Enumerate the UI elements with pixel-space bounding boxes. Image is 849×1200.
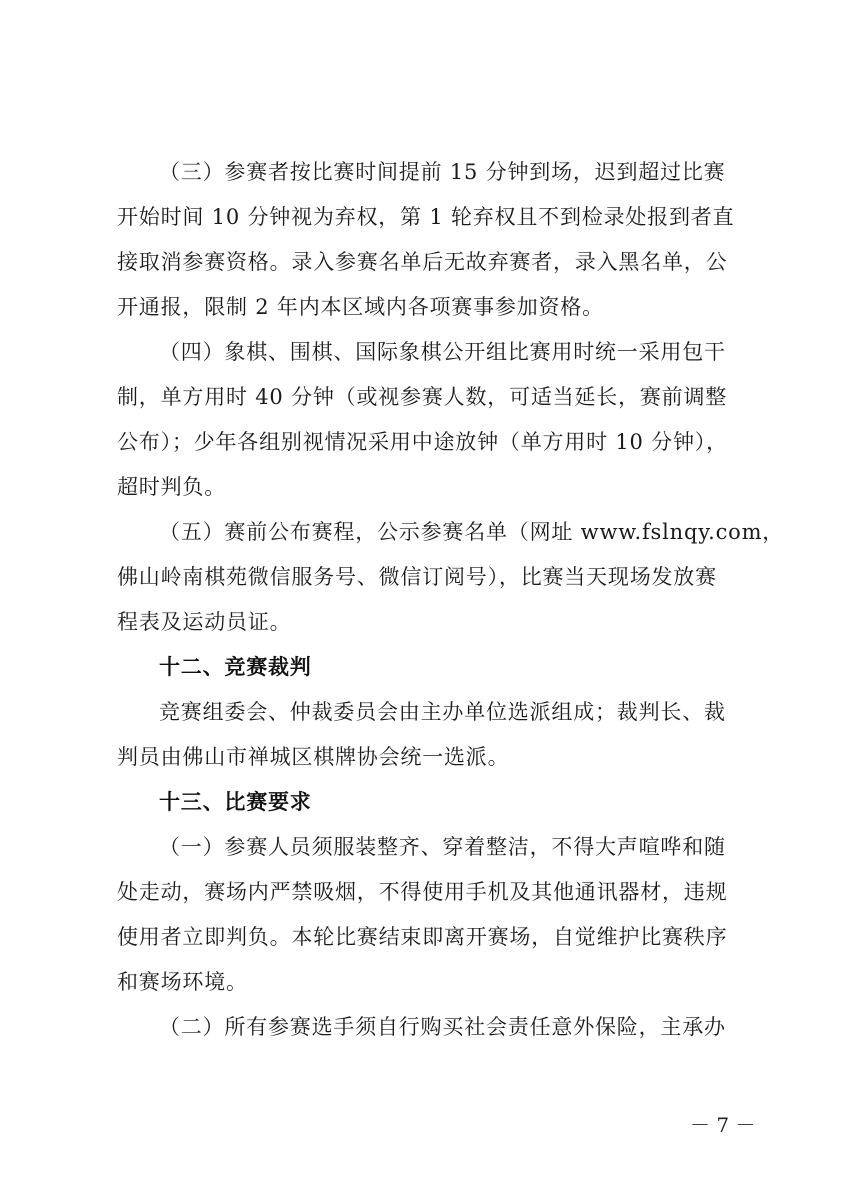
section-12-line-2: 判员由佛山市禅城区棋牌协会统一选派。	[117, 745, 510, 769]
section-13-item-1-line-4: 和赛场环境。	[117, 970, 248, 994]
section-13-item-1-line-2: 处走动，赛场内严禁吸烟，不得使用手机及其他通讯器材，违规	[117, 880, 728, 904]
paragraph-4-line-1: （四）象棋、围棋、国际象棋公开组比赛用时统一采用包干	[159, 340, 726, 364]
section-12-heading: 十二、竞赛裁判	[159, 655, 312, 679]
paragraph-3-line-4: 开通报，限制 2 年内本区域内各项赛事参加资格。	[117, 295, 604, 319]
page-number: － 7 －	[690, 1113, 756, 1137]
section-13-item-1-line-3: 使用者立即判负。本轮比赛结束即离开赛场，自觉维护比赛秩序	[117, 925, 728, 949]
paragraph-5-line-2: 佛山岭南棋苑微信服务号、微信订阅号），比赛当天现场发放赛	[117, 565, 717, 589]
section-12-line-1: 竞赛组委会、仲裁委员会由主办单位选派组成；裁判长、裁	[159, 700, 726, 724]
section-13-heading: 十三、比赛要求	[159, 790, 312, 814]
paragraph-3-line-2: 开始时间 10 分钟视为弃权，第 1 轮弃权且不到检录处报到者直	[117, 205, 735, 229]
paragraph-3-line-3: 接取消参赛资格。录入参赛名单后无故弃赛者，录入黑名单，公	[117, 250, 728, 274]
paragraph-4-line-3: 公布）；少年各组别视情况采用中途放钟（单方用时 10 分钟），	[117, 430, 728, 454]
section-13-item-1-line-1: （一）参赛人员须服装整齐、穿着整洁，不得大声喧哗和随	[159, 835, 726, 859]
paragraph-4-line-4: 超时判负。	[117, 475, 226, 499]
section-13-item-2-line-1: （二）所有参赛选手须自行购买社会责任意外保险，主承办	[159, 1015, 726, 1039]
paragraph-3-line-1: （三）参赛者按比赛时间提前 15 分钟到场，迟到超过比赛	[159, 160, 726, 184]
paragraph-5-line-3: 程表及运动员证。	[117, 610, 292, 634]
paragraph-5-line-1: （五）赛前公布赛程，公示参赛名单（网址 www.fslnqy.com，	[159, 520, 785, 544]
paragraph-4-line-2: 制，单方用时 40 分钟（或视参赛人数，可适当延长，赛前调整	[117, 385, 728, 409]
